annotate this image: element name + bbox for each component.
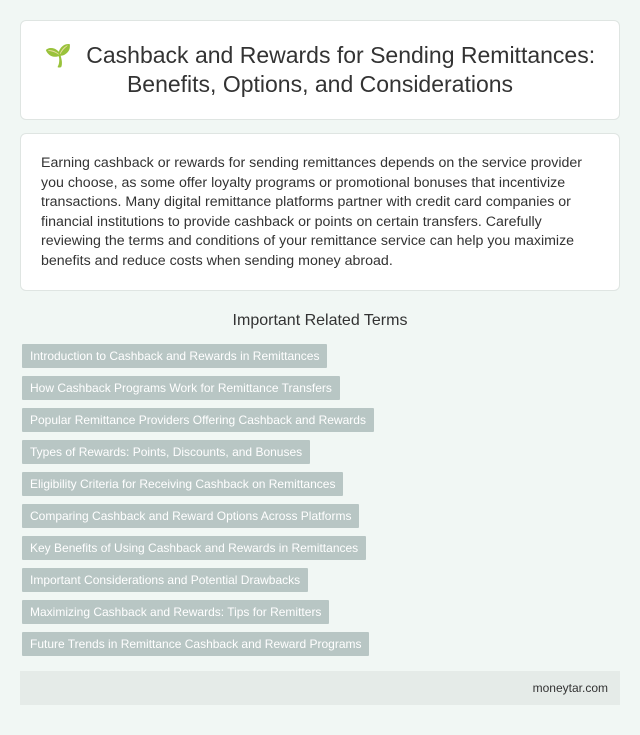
list-item [22,472,622,504]
list-item [22,408,622,440]
list-item [22,632,622,664]
intro-card [20,133,620,291]
related-term-link[interactable]: Future Trends in Remittance Cashback and Reward Programs [22,632,369,656]
page-title-text: Cashback and Rewards for Sending Remittances: Benefits, Options, and Considerations [86,42,596,97]
related-term-link[interactable]: Types of Rewards: Points, Discounts, and Bonuses [22,440,310,464]
list-item [22,600,622,632]
footer [20,671,620,705]
related-terms-heading: Important Related Terms [232,312,408,329]
list-item [22,440,622,472]
intro-paragraph: Earning cashback or rewards for sending remittances depends on the service provider you choose, as some offer loyalty programs or promotional bonuses that incentivize transactions. Many digital remittance platforms partner with credit card companies or financial institutions to provide cashback or points on certain transfers. Carefully reviewing the terms and conditions of your remittance service can help you maximize benefits and reduce costs when sending money abroad. [41,155,582,269]
list-item [22,536,622,568]
related-term-link[interactable]: Comparing Cashback and Reward Options Across Platforms [22,504,359,528]
list-item [22,344,622,376]
page-title [21,41,619,99]
sprout-icon: 🌱 [44,43,73,68]
list-item [22,376,622,408]
related-terms-list [22,344,622,664]
list-item [22,568,622,600]
related-term-link[interactable]: Eligibility Criteria for Receiving Cashback on Remittances [22,472,343,496]
list-item [22,504,622,536]
related-term-link[interactable]: Important Considerations and Potential Drawbacks [22,568,308,592]
title-card [20,20,620,120]
footer-site-name: moneytar.com [532,681,608,695]
related-term-link[interactable]: Key Benefits of Using Cashback and Rewards in Remittances [22,536,366,560]
related-term-link[interactable]: Introduction to Cashback and Rewards in Remittances [22,344,327,368]
related-term-link[interactable]: Popular Remittance Providers Offering Cashback and Rewards [22,408,374,432]
related-term-link[interactable]: How Cashback Programs Work for Remittance Transfers [22,376,340,400]
related-term-link[interactable]: Maximizing Cashback and Rewards: Tips for Remitters [22,600,329,624]
